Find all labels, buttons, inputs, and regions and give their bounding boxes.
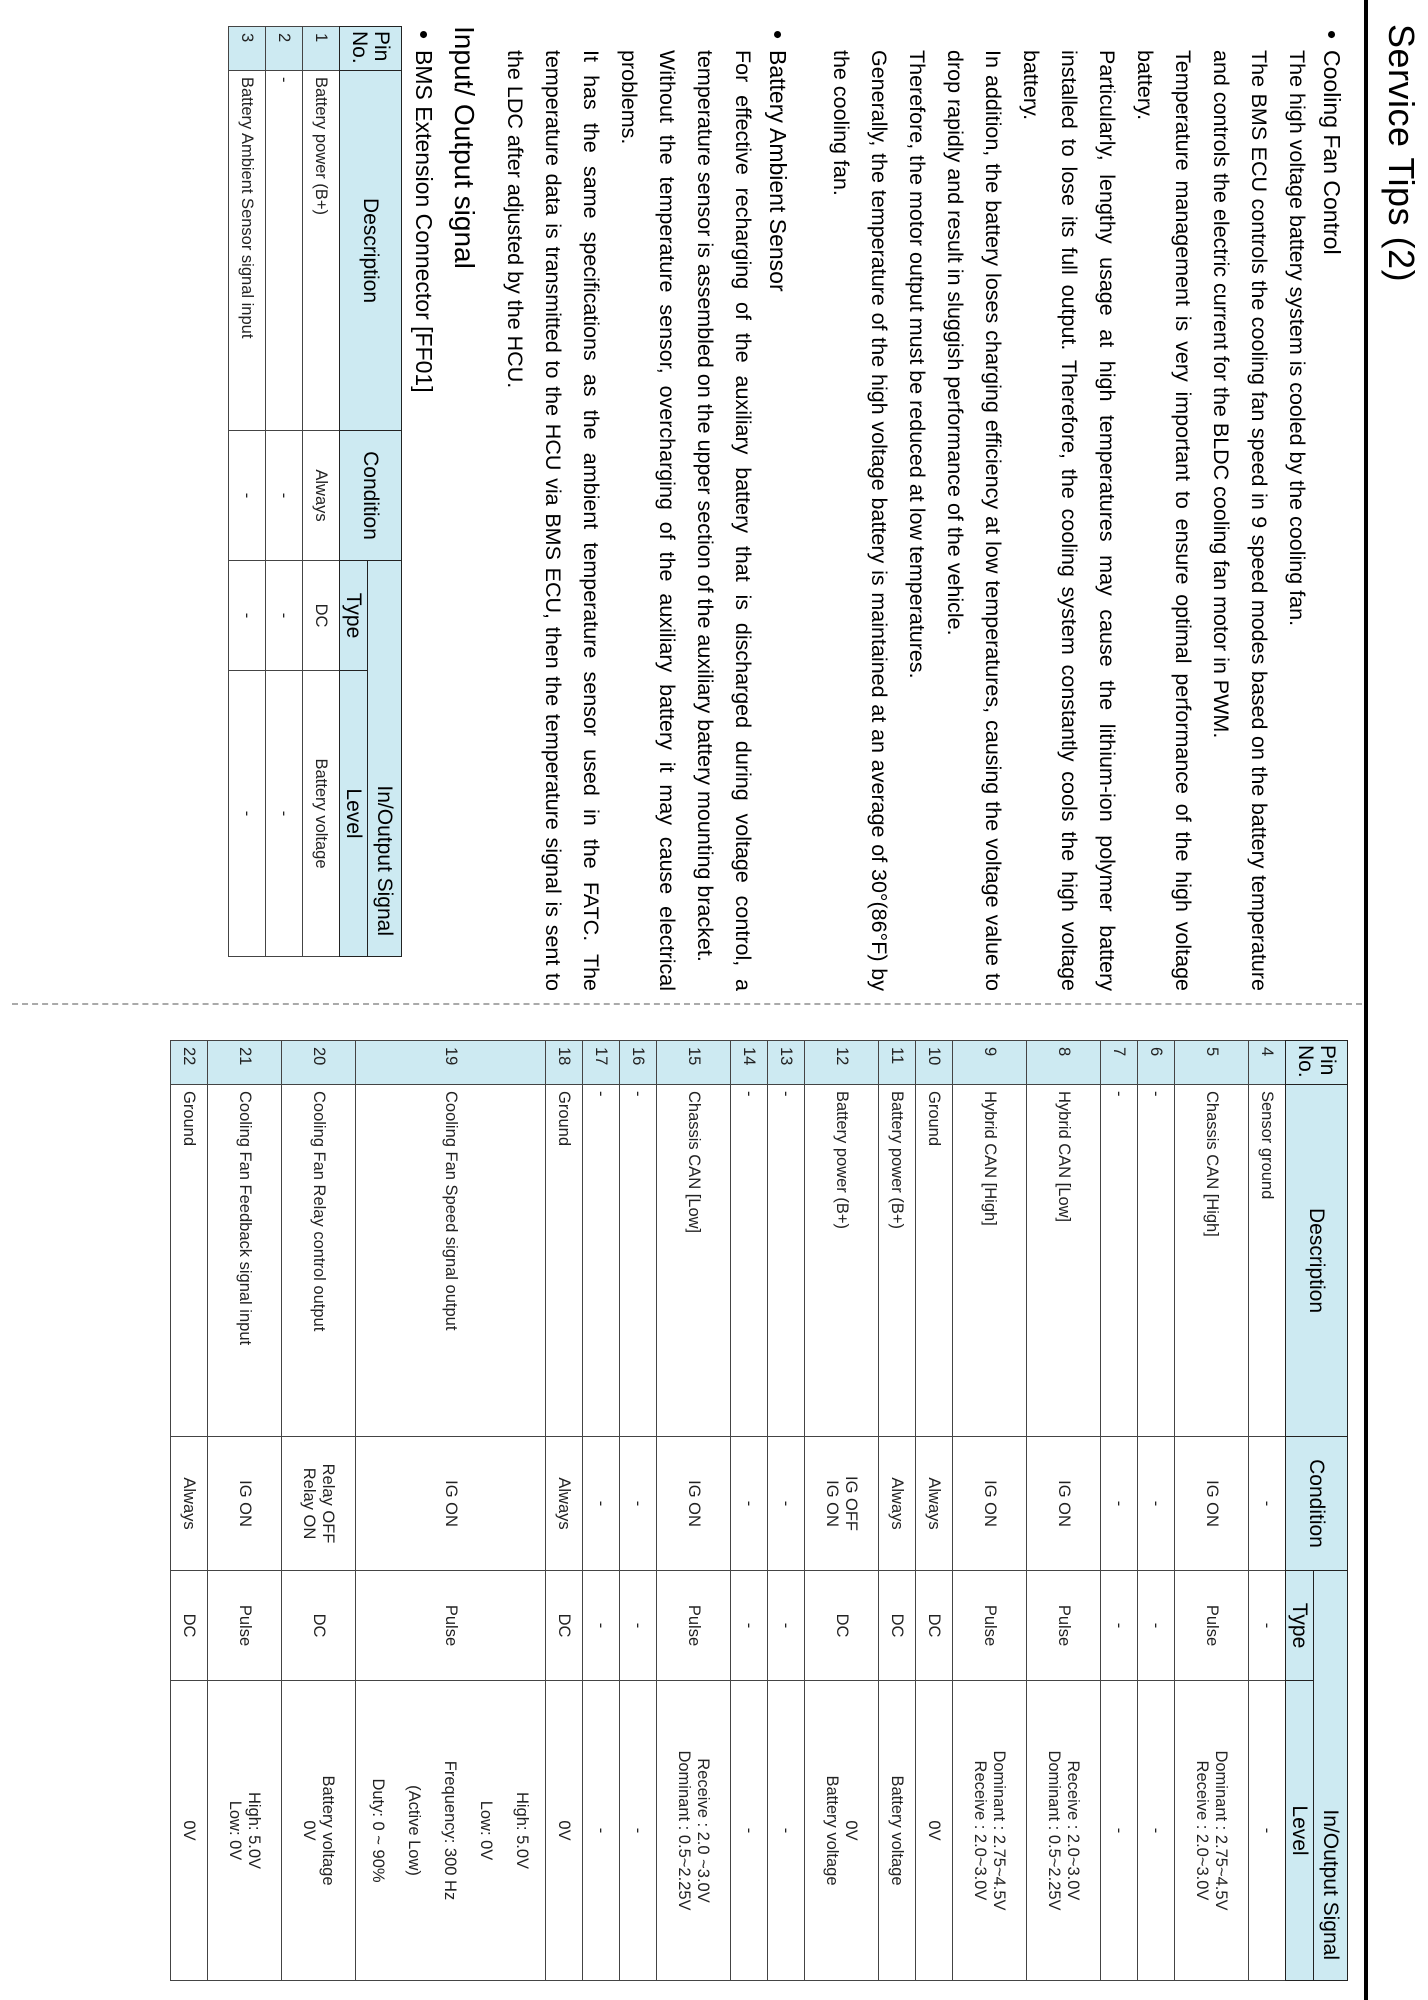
pin-number: 5 <box>1175 1041 1249 1085</box>
pin-level <box>953 1681 1027 1981</box>
pin-table-small <box>228 26 402 957</box>
pin-type: Pulse <box>356 1571 546 1681</box>
pin-level <box>282 1681 356 1981</box>
pin-description: Cooling Fan Speed signal output <box>356 1085 546 1437</box>
paragraph: Without the temperature sensor, overcharging of the auxiliary battery it may cause electrical problems. <box>617 50 679 991</box>
level-line: Battery voltage <box>319 1775 338 1886</box>
table-row <box>731 1041 768 1981</box>
table-row <box>1101 1041 1138 1981</box>
pin-number: 9 <box>953 1041 1027 1085</box>
pin-type: DC <box>805 1571 879 1681</box>
section-heading: • Cooling Fan Control <box>1316 26 1348 991</box>
connector-heading: • BMS Extension Connector [FF01] <box>408 26 440 991</box>
level-line: 0V <box>300 1820 319 1841</box>
header-condition: Condition <box>340 431 402 561</box>
pin-type: - <box>620 1571 657 1681</box>
pin-condition: - <box>731 1437 768 1571</box>
pin-description: Battery Ambient Sensor signal input <box>229 71 266 431</box>
level-line: Receive : 2.0~3.0V <box>971 1760 990 1901</box>
pin-number: 12 <box>805 1041 879 1085</box>
pin-level: - <box>620 1681 657 1981</box>
table-row <box>171 1041 208 1981</box>
pin-level <box>805 1681 879 1981</box>
level-line: 0V <box>842 1820 861 1841</box>
pin-type: DC <box>303 561 340 671</box>
pin-condition: - <box>1101 1437 1138 1571</box>
pin-number: 17 <box>583 1041 620 1085</box>
table-row <box>916 1041 953 1981</box>
pin-type: - <box>768 1571 805 1681</box>
condition-line: IG OFF <box>842 1476 861 1531</box>
pin-level: - <box>768 1681 805 1981</box>
level-line: Frequency: 300 Hz <box>441 1760 460 1901</box>
pin-description: Battery power (B+) <box>303 71 340 431</box>
pin-level <box>1175 1681 1249 1981</box>
pin-condition: Always <box>879 1437 916 1571</box>
level-line: (Active Low) <box>405 1785 424 1876</box>
pin-type: DC <box>171 1571 208 1681</box>
pin-condition: IG ON <box>208 1437 282 1571</box>
pin-type: - <box>266 561 303 671</box>
pin-number: 18 <box>546 1041 583 1085</box>
pin-level: 0V <box>171 1681 208 1981</box>
pin-condition: IG ON <box>657 1437 731 1571</box>
pin-level <box>657 1681 731 1981</box>
pin-level: Battery voltage <box>879 1681 916 1981</box>
header-type: Type <box>340 561 368 671</box>
paragraph: Therefore, the motor output must be reduced at low temperatures. <box>905 50 929 679</box>
pin-number: 2 <box>266 27 303 71</box>
paragraph: The BMS ECU controls the cooling fan speed in 9 speed modes based on the battery temperature and controls the electric current for the BLDC cooling fan motor in PWM. <box>1209 50 1271 991</box>
pin-description: Sensor ground <box>1249 1085 1286 1437</box>
condition-line: IG ON <box>823 1480 842 1527</box>
pin-type: - <box>1138 1571 1175 1681</box>
pin-number: 13 <box>768 1041 805 1085</box>
level-line: Dominant : 0.5~2.25V <box>1045 1750 1064 1911</box>
pin-description: - <box>620 1085 657 1437</box>
pin-description: - <box>583 1085 620 1437</box>
table-row <box>266 27 303 957</box>
pin-number: 7 <box>1101 1041 1138 1085</box>
pin-type: Pulse <box>953 1571 1027 1681</box>
pin-number: 11 <box>879 1041 916 1085</box>
pin-description: Ground <box>546 1085 583 1437</box>
pin-level <box>1027 1681 1101 1981</box>
io-title: Input/ Output signal <box>449 26 480 269</box>
pin-condition: IG ON <box>953 1437 1027 1571</box>
pin-condition <box>282 1437 356 1571</box>
level-line: Receive : 2.0 ~3.0V <box>694 1758 713 1903</box>
pin-condition: Always <box>916 1437 953 1571</box>
condition-line: Relay ON <box>300 1467 319 1540</box>
header-io-signal: In/Output Signal <box>1314 1571 1348 1981</box>
pin-type: DC <box>879 1571 916 1681</box>
pin-type: - <box>229 561 266 671</box>
pin-number: 3 <box>229 27 266 71</box>
level-line: Battery voltage <box>823 1775 842 1886</box>
pin-description: Cooling Fan Feedback signal input <box>208 1085 282 1437</box>
title-rule <box>1364 0 1368 2000</box>
pin-description: Cooling Fan Relay control output <box>282 1085 356 1437</box>
pin-type: - <box>583 1571 620 1681</box>
pin-number: 1 <box>303 27 340 71</box>
pin-condition: - <box>583 1437 620 1571</box>
pin-condition: - <box>266 431 303 561</box>
level-line: Low: 0V <box>477 1800 496 1861</box>
pin-type: Pulse <box>1027 1571 1101 1681</box>
pin-condition: - <box>768 1437 805 1571</box>
table-row <box>953 1041 1027 1981</box>
paragraph: Temperature management is very important to ensure optimal performance of the high voltage battery. <box>1133 50 1195 991</box>
pin-level: - <box>266 671 303 957</box>
header-pin-no: Pin No. <box>1286 1041 1348 1085</box>
pin-level: 0V <box>546 1681 583 1981</box>
header-description: Description <box>1286 1085 1348 1437</box>
pin-number: 19 <box>356 1041 546 1085</box>
table-row <box>1138 1041 1175 1981</box>
pin-type: Pulse <box>657 1571 731 1681</box>
paragraph: Particularly, lengthy usage at high temperatures may cause the lithium-ion polymer battery installed to lose its full output. Therefore, the cooling system constantly cools the high voltage battery. <box>1019 50 1119 991</box>
pin-description: Chassis CAN [Low] <box>657 1085 731 1437</box>
pin-number: 6 <box>1138 1041 1175 1085</box>
pin-level: 0V <box>916 1681 953 1981</box>
paragraph: It has the same specifications as the ambient temperature sensor used in the FATC. The temperature data is transmitted to the HCU via BMS ECU, then the temperature signal is sent to the LDC after adjusted by the HCU. <box>503 50 603 991</box>
paragraph: Generally, the temperature of the high voltage battery is maintained at an average of 30°(86°F) by the cooling fan. <box>829 50 891 991</box>
pin-type: - <box>1249 1571 1286 1681</box>
table-row <box>356 1041 546 1981</box>
pin-number: 16 <box>620 1041 657 1085</box>
pin-level <box>208 1681 282 1981</box>
pin-description: Ground <box>916 1085 953 1437</box>
paragraph: For effective recharging of the auxiliary battery that is discharged during voltage control, a temperature sensor is assembled on the upper section of the auxiliary battery mounting bracket. <box>693 50 755 991</box>
table-row <box>768 1041 805 1981</box>
level-line: Low: 0V <box>226 1800 245 1861</box>
level-line: High: 5.0V <box>513 1791 532 1870</box>
pin-type: DC <box>916 1571 953 1681</box>
table-row <box>805 1041 879 1981</box>
level-line: Dominant : 2.75~4.5V <box>990 1750 1009 1911</box>
pin-number: 4 <box>1249 1041 1286 1085</box>
pin-description: - <box>266 71 303 431</box>
section-ambient-sensor <box>496 26 794 991</box>
table-row <box>1027 1041 1101 1981</box>
pin-type: DC <box>546 1571 583 1681</box>
pin-level: - <box>1138 1681 1175 1981</box>
section-cooling-fan <box>822 26 1362 991</box>
pin-level: - <box>731 1681 768 1981</box>
pin-type: - <box>1101 1571 1138 1681</box>
level-line: Receive : 2.0~3.0V <box>1193 1760 1212 1901</box>
pin-number: 15 <box>657 1041 731 1085</box>
pin-description: - <box>1101 1085 1138 1437</box>
pin-level <box>356 1681 546 1981</box>
table-row <box>879 1041 916 1981</box>
table-row <box>546 1041 583 1981</box>
pin-description: - <box>1138 1085 1175 1437</box>
pin-level: - <box>583 1681 620 1981</box>
level-line: Dominant : 0.5~2.25V <box>675 1750 694 1911</box>
pin-description: Battery power (B+) <box>805 1085 879 1437</box>
pin-type: Pulse <box>208 1571 282 1681</box>
pin-type: Pulse <box>1175 1571 1249 1681</box>
condition-line: Relay OFF <box>319 1463 338 1544</box>
level-line: Duty: 0 ~ 90% <box>369 1778 388 1883</box>
pin-type: DC <box>282 1571 356 1681</box>
pin-condition: IG ON <box>1175 1437 1249 1571</box>
pin-number: 10 <box>916 1041 953 1085</box>
table-row <box>208 1041 282 1981</box>
table-row <box>1175 1041 1249 1981</box>
pin-number: 14 <box>731 1041 768 1085</box>
pin-number: 21 <box>208 1041 282 1085</box>
pin-condition: IG ON <box>356 1437 546 1571</box>
pin-level: - <box>1101 1681 1138 1981</box>
table-row <box>282 1041 356 1981</box>
pin-condition: Always <box>171 1437 208 1571</box>
pin-condition: - <box>1138 1437 1175 1571</box>
paragraph: The high voltage battery system is cooled by the cooling fan. <box>1285 50 1309 627</box>
table-row <box>303 27 340 957</box>
header-level: Level <box>1286 1681 1314 1981</box>
page-title: Service Tips (2) <box>1381 24 1422 283</box>
pin-level: - <box>1249 1681 1286 1981</box>
level-line: Dominant : 2.75~4.5V <box>1212 1750 1231 1911</box>
pin-level: - <box>229 671 266 957</box>
level-line: High: 5.0V <box>245 1791 264 1870</box>
pin-condition: - <box>620 1437 657 1571</box>
pin-number: 22 <box>171 1041 208 1085</box>
table-row <box>620 1041 657 1981</box>
table-row <box>583 1041 620 1981</box>
pin-description: - <box>768 1085 805 1437</box>
section-heading: • Battery Ambient Sensor <box>762 26 794 991</box>
header-description: Description <box>340 71 402 431</box>
header-io-signal: In/Output Signal <box>368 561 402 957</box>
pin-condition: Always <box>546 1437 583 1571</box>
pin-number: 20 <box>282 1041 356 1085</box>
table-row <box>657 1041 731 1981</box>
pin-condition: - <box>1249 1437 1286 1571</box>
column-divider <box>12 1003 1362 1005</box>
pin-number: 8 <box>1027 1041 1101 1085</box>
header-condition: Condition <box>1286 1437 1348 1571</box>
pin-description: Ground <box>171 1085 208 1437</box>
header-type: Type <box>1286 1571 1314 1681</box>
pin-condition <box>805 1437 879 1571</box>
pin-condition: - <box>229 431 266 561</box>
header-pin-no: Pin No. <box>340 27 402 71</box>
left-column <box>228 26 1362 991</box>
pin-description: Chassis CAN [High] <box>1175 1085 1249 1437</box>
pin-description: Hybrid CAN [Low] <box>1027 1085 1101 1437</box>
pin-description: Battery power (B+) <box>879 1085 916 1437</box>
header-level: Level <box>340 671 368 957</box>
pin-description: Hybrid CAN [High] <box>953 1085 1027 1437</box>
pin-type: - <box>731 1571 768 1681</box>
pin-table-large <box>170 1040 1348 1981</box>
pin-level: Battery voltage <box>303 671 340 957</box>
table-row <box>1249 1041 1286 1981</box>
table-row <box>229 27 266 957</box>
pin-condition: Always <box>303 431 340 561</box>
level-line: Receive : 2.0~3.0V <box>1064 1760 1083 1901</box>
pin-condition: IG ON <box>1027 1437 1101 1571</box>
pin-description: - <box>731 1085 768 1437</box>
title-bar <box>1362 0 1428 2000</box>
paragraph: In addition, the battery loses charging efficiency at low temperatures, causing the voltage value to drop rapidly and result in sluggish performance of the vehicle. <box>943 50 1005 991</box>
section-io-signal <box>228 26 482 991</box>
